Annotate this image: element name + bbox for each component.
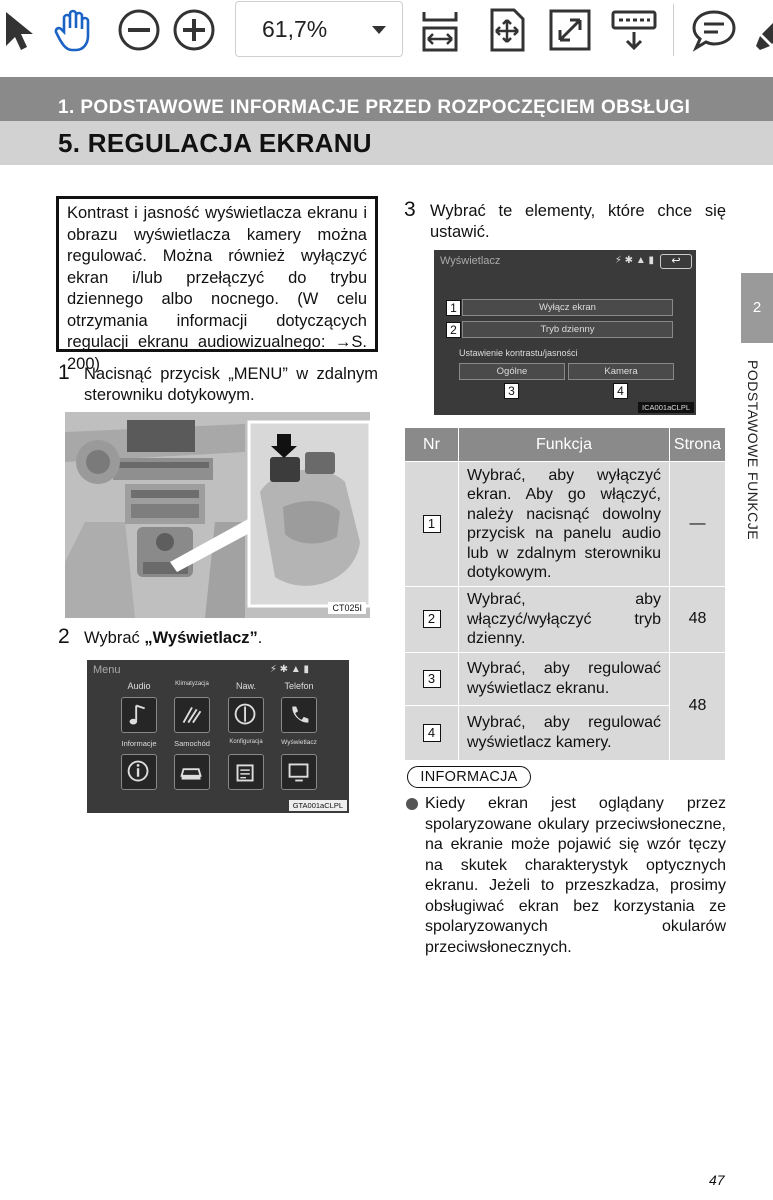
step-text: Nacisnąć przycisk „MENU” w zdalnym sterowniku dotykowym.	[84, 365, 378, 404]
menu-label-config: Konfiguracja	[229, 739, 263, 745]
step-text: Wybrać „Wyświetlacz”.	[84, 629, 263, 647]
screen-title: Wyświetlacz	[440, 255, 501, 267]
image-code: GTA001aCLPL	[289, 800, 347, 811]
table-row	[405, 652, 726, 705]
image-code: CT025I	[328, 602, 366, 614]
col-page: Strona	[670, 428, 726, 462]
toolbar-divider	[673, 4, 674, 56]
console-photo	[65, 412, 370, 618]
display-tile[interactable]	[281, 754, 317, 790]
fit-width-icon[interactable]	[416, 6, 464, 54]
intro-box: Kontrast i jasność wyświetlacza ekranu i obrazu wyświetlacza kamery można regulować. Można również wyłączyć ekran i/lub przełączyć do trybu dziennego albo nocnego. (W celu otrzymania informacji dotyczących regulacji ekranu audiowizualnego: →S. 200)	[56, 196, 378, 352]
camera-button[interactable]: Kamera	[568, 363, 674, 380]
row-page: 48	[670, 652, 726, 760]
function-table	[404, 427, 726, 761]
row-page: 48	[670, 587, 726, 653]
page-title: 5. REGULACJA EKRANU	[58, 128, 372, 158]
highlight-pen-icon[interactable]	[750, 6, 773, 54]
comment-icon[interactable]	[690, 6, 738, 54]
section-header	[0, 77, 773, 121]
phone-tile[interactable]	[281, 697, 317, 733]
general-button[interactable]: Ogólne	[459, 363, 565, 380]
row-function: Wybrać, aby wyłączyć ekran. Aby go włączyć, należy nacisnąć dowolny przycisk na panelu audio lub w zdalnym sterowniku dotykowym.	[459, 462, 670, 587]
day-mode-button[interactable]: Tryb dzienny	[462, 321, 673, 338]
row-function: Wybrać, aby włączyć/wyłączyć tryb dzienny.	[459, 587, 670, 653]
info-label: INFORMACJA	[407, 766, 531, 788]
zoom-select[interactable]	[235, 1, 403, 57]
row-page: —	[670, 462, 726, 587]
menu-label-info: Informacje	[121, 739, 157, 748]
info-text: Kiedy ekran jest oglądany przez spolaryzowane okulary przeciwsłoneczne, na ekranie może pojawić się wzór tęczy na skutek charakterystyk optycznych ekranu. Jeżeli to przeszkadza, prosimy obsługiwać ekran bez korzystania ze spolaryzowanych okularów przeciwsłonecznych.	[425, 795, 726, 956]
table-row	[405, 587, 726, 653]
step-number: 3	[404, 198, 416, 221]
nav-tile[interactable]	[228, 697, 264, 733]
screen-off-button[interactable]: Wyłącz ekran	[462, 299, 673, 316]
marker-1: 1	[446, 300, 461, 316]
step-1	[58, 361, 378, 406]
menu-label-nav: Naw.	[235, 681, 256, 691]
row-number: 1	[423, 515, 441, 533]
chapter-header	[0, 121, 773, 165]
zoom-value: 61,7%	[262, 16, 328, 42]
step-number: 2	[58, 625, 70, 648]
status-icons: ⚡ ✱ ▲ ▮	[269, 664, 309, 675]
menu-label-car: Samochód	[174, 739, 210, 748]
row-number: 4	[423, 724, 441, 742]
info-paragraph	[406, 794, 726, 958]
marker-3: 3	[504, 383, 519, 399]
fit-page-icon[interactable]	[483, 6, 531, 54]
car-tile[interactable]	[174, 754, 210, 790]
menu-screen	[87, 660, 349, 813]
row-number: 2	[423, 610, 441, 628]
side-tab-number: 2	[741, 273, 773, 343]
display-settings-screen	[434, 250, 696, 415]
marker-4: 4	[613, 383, 628, 399]
menu-label-phone: Telefon	[284, 681, 314, 691]
screen-title: Menu	[93, 664, 121, 676]
info-tile[interactable]	[121, 754, 157, 790]
side-tab-label: PODSTAWOWE FUNKCJE	[745, 360, 761, 541]
col-nr: Nr	[405, 428, 459, 462]
image-code: ICA001aCLPL	[638, 402, 694, 413]
viewer-toolbar	[0, 0, 773, 62]
marker-2: 2	[446, 322, 461, 338]
table-header-row	[405, 428, 726, 462]
bullet-icon	[406, 798, 418, 810]
audio-tile[interactable]	[121, 697, 157, 733]
select-arrow-icon[interactable]	[0, 6, 48, 54]
table-row	[405, 462, 726, 587]
zoom-in-icon[interactable]	[170, 6, 218, 54]
menu-label-display: Wyświetlacz	[281, 739, 317, 746]
config-tile[interactable]	[228, 754, 264, 790]
chevron-down-icon	[372, 26, 386, 34]
row-number: 3	[423, 670, 441, 688]
step-number: 1	[58, 361, 70, 384]
hand-pan-icon[interactable]	[50, 6, 98, 54]
page-number: 47	[709, 1172, 725, 1188]
climate-tile[interactable]	[174, 697, 210, 733]
contrast-label: Ustawienie kontrastu/jasności	[459, 348, 578, 358]
row-function: Wybrać, aby regulować wyświetlacz kamery.	[459, 705, 670, 760]
step-text: Wybrać te elementy, które chce się ustawić.	[430, 202, 726, 241]
row-function: Wybrać, aby regulować wyświetlacz ekranu.	[459, 652, 670, 705]
status-icons: ⚡ ✱ ▲ ▮	[614, 255, 654, 266]
menu-label-audio: Audio	[127, 681, 151, 691]
keyboard-download-icon[interactable]	[610, 6, 658, 54]
zoom-out-icon[interactable]	[115, 6, 163, 54]
back-button[interactable]: ↩	[660, 254, 692, 269]
full-screen-icon[interactable]	[546, 6, 594, 54]
menu-label-climate: Klimatyzacja	[175, 681, 209, 687]
step-3	[404, 198, 726, 243]
step-2	[58, 625, 378, 649]
col-function: Funkcja	[459, 428, 670, 462]
section-title: 1. PODSTAWOWE INFORMACJE PRZED ROZPOCZĘCIEM OBSŁUGI	[58, 97, 691, 118]
